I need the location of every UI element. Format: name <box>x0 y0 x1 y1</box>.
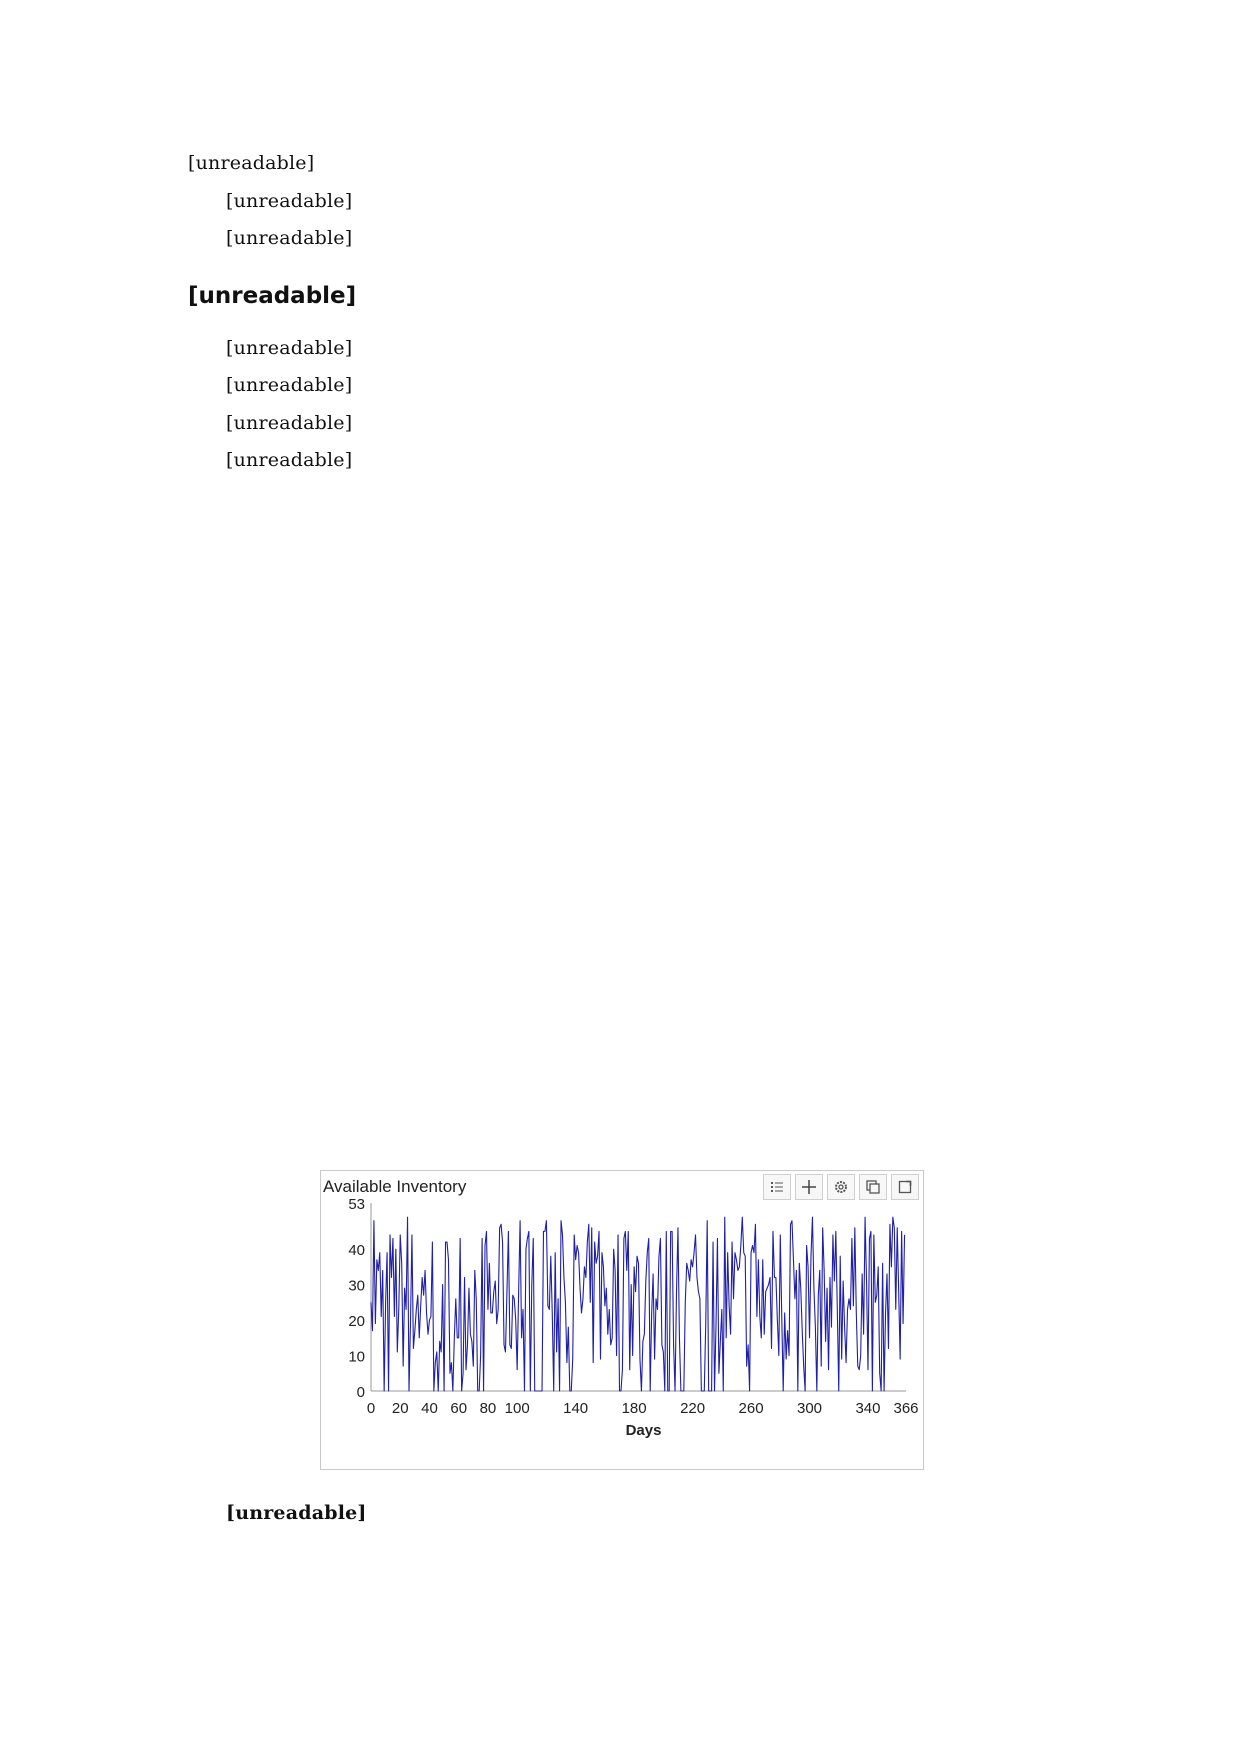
x-tick-label: 60 <box>450 1400 468 1417</box>
chart-plot <box>321 1171 923 1469</box>
chart-title: Available Inventory <box>323 1177 467 1196</box>
final-paragraph: [unreadable] <box>226 1502 367 1524</box>
body-paragraph: [unreadable] <box>226 411 353 434</box>
body-paragraph: [unreadable] <box>226 374 353 396</box>
document-body <box>188 145 1056 480</box>
y-tick-label: 0 <box>356 1384 365 1401</box>
y-tick-label: 30 <box>348 1277 365 1295</box>
y-tick-label: 20 <box>348 1313 365 1331</box>
x-tick-label: 20 <box>391 1400 409 1417</box>
x-tick-label: 220 <box>680 1400 706 1417</box>
available-inventory-chart <box>320 1170 924 1470</box>
x-tick-label: 0 <box>366 1400 376 1417</box>
body-paragraph: [unreadable] <box>226 227 353 249</box>
x-tick-label: 260 <box>738 1400 764 1417</box>
y-tick-label: 53 <box>348 1196 365 1213</box>
section-heading: [unreadable] <box>188 282 357 309</box>
body-paragraph: [unreadable] <box>226 336 353 359</box>
inventory-series-line <box>371 1217 905 1391</box>
x-tick-label: 140 <box>563 1400 589 1417</box>
body-paragraph: [unreadable] <box>188 152 315 174</box>
y-tick-label: 10 <box>348 1348 365 1366</box>
body-paragraph: [unreadable] <box>226 449 353 471</box>
body-paragraph: [unreadable] <box>226 189 353 212</box>
x-tick-label: 100 <box>504 1400 530 1417</box>
x-tick-label: 300 <box>797 1400 823 1417</box>
x-axis-label: Days <box>625 1422 662 1439</box>
x-tick-label: 366 <box>893 1400 919 1417</box>
x-tick-label: 40 <box>421 1400 438 1417</box>
x-tick-label: 80 <box>479 1400 497 1417</box>
y-tick-label: 40 <box>348 1242 365 1260</box>
x-tick-label: 340 <box>855 1400 881 1417</box>
x-tick-label: 180 <box>621 1400 647 1417</box>
